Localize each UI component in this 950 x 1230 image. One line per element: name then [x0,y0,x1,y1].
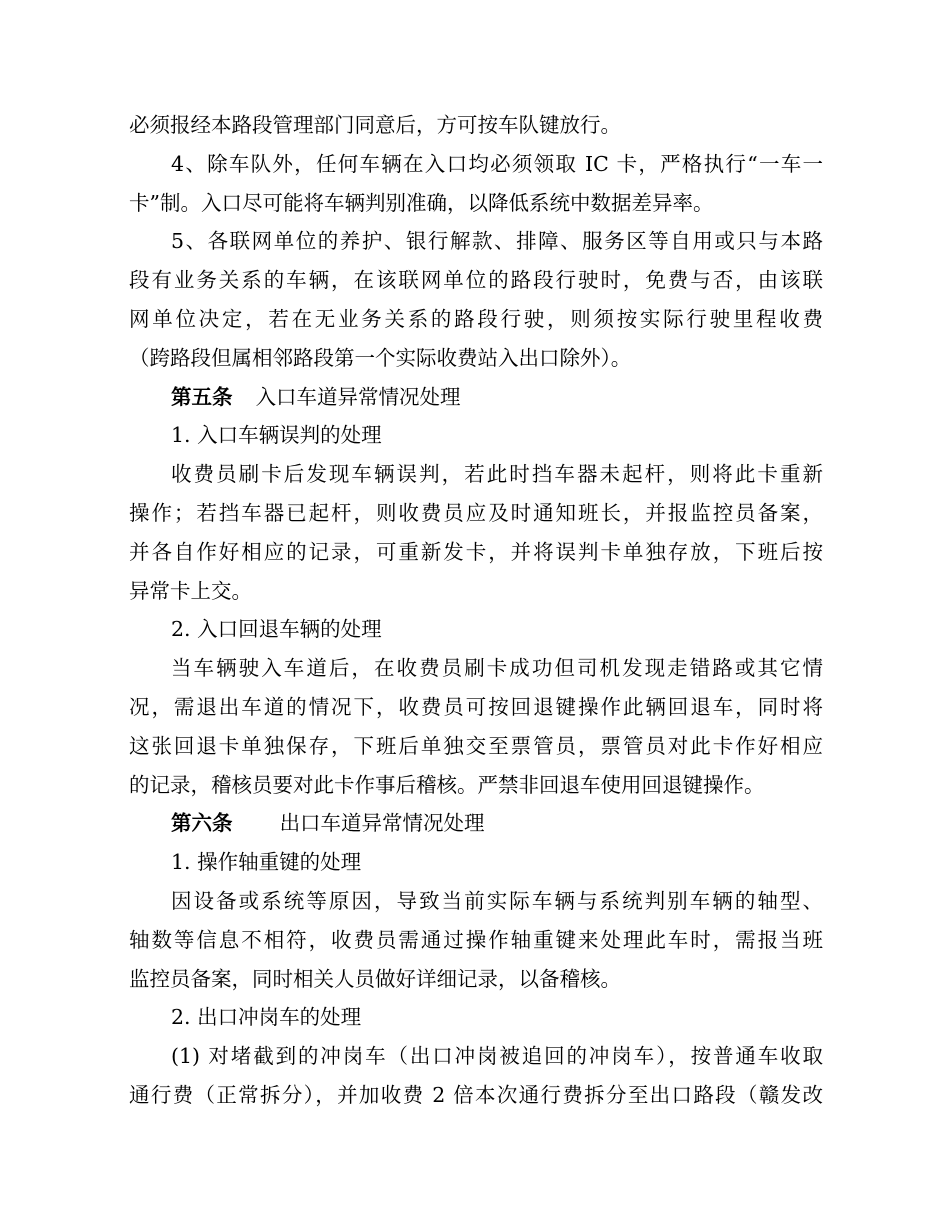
text-line: 异常卡上交。 [129,578,252,603]
section-heading: 1. 操作轴重键的处理 [171,850,362,875]
section-heading: 2. 出口冲岗车的处理 [171,1005,362,1030]
document-body [129,106,823,1115]
article-5-heading [129,378,823,417]
text-line: 收费员刷卡后发现车辆误判，若此时挡车器未起杆，则将此卡重新 [171,462,823,487]
article-number: 第五条 [171,384,233,409]
text-line: 监控员备案，同时相关人员做好详细记录，以备稽核。 [129,966,621,991]
text-line: 5、各联网单位的养护、银行解款、排障、服务区等自用或只与本路 [171,229,823,254]
text-line: (1) 对堵截到的冲岗车（出口冲岗被追回的冲岗车），按普通车收取 [171,1044,823,1069]
text-line: 4、除车队外，任何车辆在入口均必须领取 IC 卡，严格执行“一车一 [171,151,823,176]
text-line: 卡”制。入口尽可能将车辆判别准确，以降低系统中数据差异率。 [129,190,714,215]
text-line: 轴数等信息不相符，收费员需通过操作轴重键来处理此车时，需报当班 [129,927,823,952]
article-title: 出口车道异常情况处理 [279,811,485,836]
text-line: 况，需退出车道的情况下，收费员可按回退键操作此辆回退车，同时将 [129,694,823,719]
text-line: （跨路段但属相邻路段第一个实际收费站入出口除外）。 [129,345,632,370]
article-6-heading [129,804,823,843]
article-number: 第六条 [171,811,233,836]
text-line: 这张回退卡单独保存，下班后单独交至票管员，票管员对此卡作好相应 [129,733,823,758]
section-heading: 2. 入口回退车辆的处理 [171,617,382,642]
text-line: 操作；若挡车器已起杆，则收费员应及时通知班长，并报监控员备案， [129,500,823,525]
text-line: 的记录，稽核员要对此卡作事后稽核。严禁非回退车使用回退键操作。 [129,772,765,797]
text-line: 必须报经本路段管理部门同意后，方可按车队键放行。 [129,113,621,137]
text-line: 当车辆驶入车道后，在收费员刷卡成功但司机发现走错路或其它情 [171,656,823,681]
text-line: 通行费（正常拆分），并加收费 2 倍本次通行费拆分至出口路段（赣发改 [129,1082,823,1107]
text-line: 并各自作好相应的记录，可重新发卡，并将误判卡单独存放，下班后按 [129,539,823,564]
section-heading: 1. 入口车辆误判的处理 [171,423,382,448]
article-title: 入口车道异常情况处理 [255,384,461,409]
text-line: 段有业务关系的车辆，在该联网单位的路段行驶时，免费与否，由该联 [129,268,823,293]
text-line: 网单位决定，若在无业务关系的路段行驶，则须按实际行驶里程收费 [129,306,823,331]
text-line: 因设备或系统等原因，导致当前实际车辆与系统判别车辆的轴型、 [171,888,823,913]
